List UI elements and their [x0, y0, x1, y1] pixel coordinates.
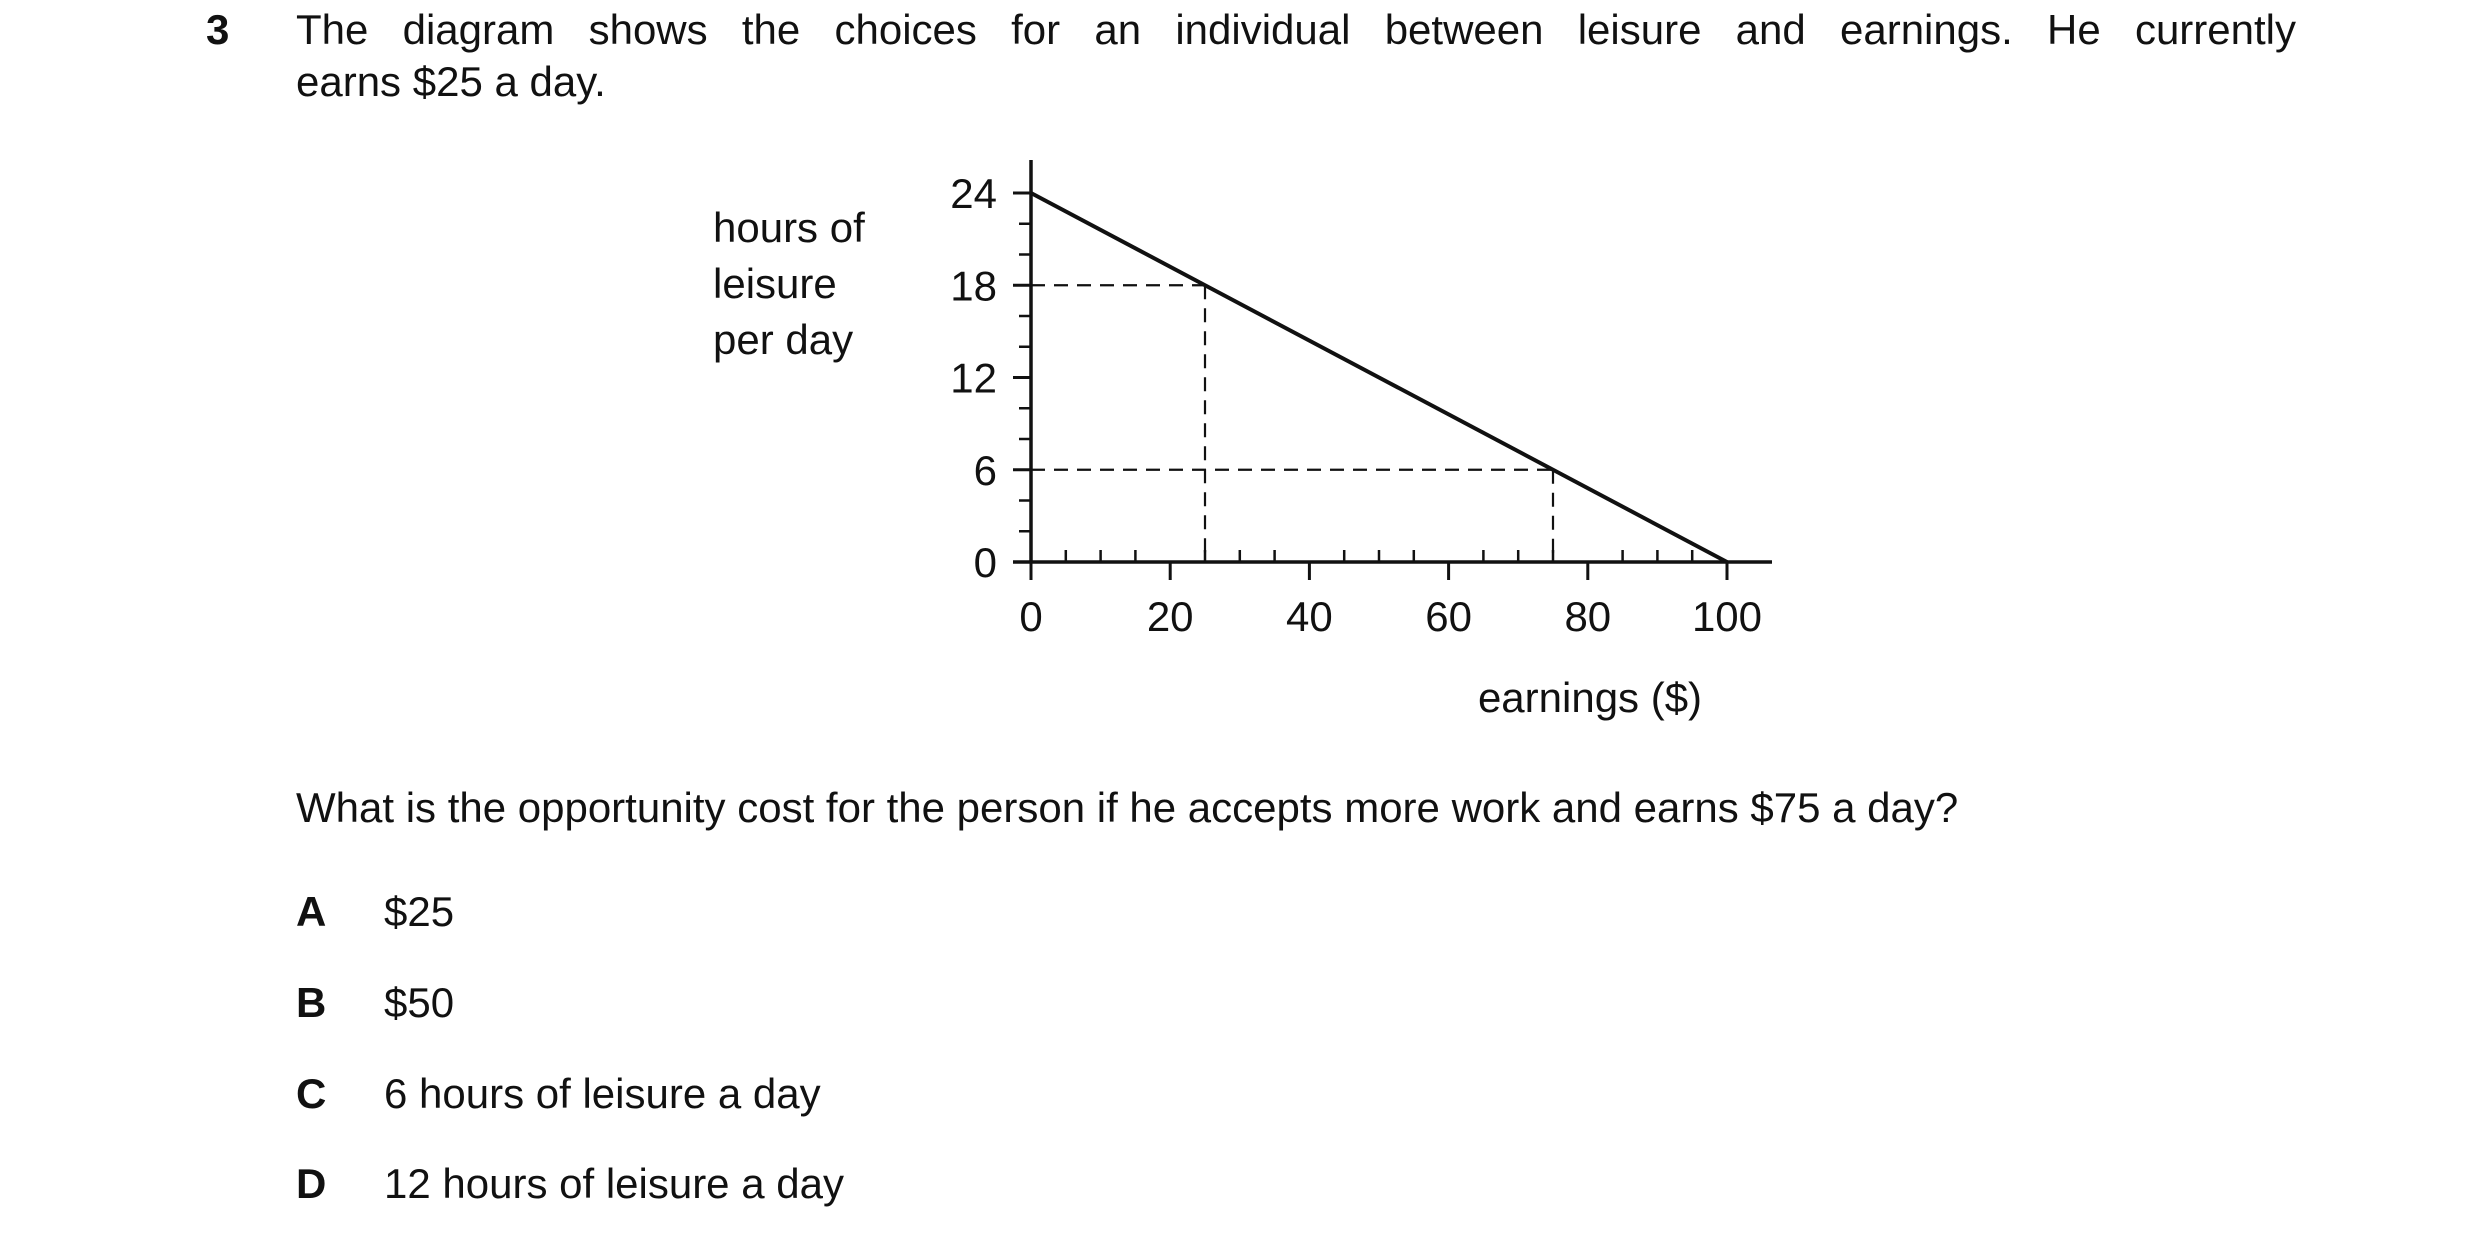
y-tick-label: 24	[950, 170, 997, 217]
chart-ticks	[1013, 193, 1727, 580]
chart-axes	[1013, 160, 1772, 562]
x-axis-label: earnings ($)	[1477, 674, 1703, 721]
y-tick-label: 12	[950, 354, 997, 402]
option-b-text: $50	[384, 979, 455, 1026]
option-d-letter: D	[296, 1160, 327, 1207]
question-prompt: What is the opportunity cost for the person if he accepts more work and earns $75 a day?	[296, 784, 1959, 831]
x-tick-label: 40	[1286, 593, 1333, 640]
option-d-text: 12 hours of leisure a day	[384, 1160, 844, 1207]
budget-line	[1031, 193, 1727, 562]
chart-series	[1031, 193, 1727, 562]
option-a-letter: A	[296, 888, 327, 935]
option-d[interactable]	[296, 1158, 844, 1210]
x-tick-label: 100	[1691, 593, 1763, 640]
x-tick-label: 80	[1564, 593, 1612, 640]
stem-line-2: earns $25 a day.	[296, 58, 606, 105]
option-c-text: 6 hours of leisure a day	[384, 1070, 821, 1117]
option-c[interactable]	[296, 1068, 821, 1120]
y-axis-label-line-3: per day	[713, 316, 854, 363]
option-c-letter: C	[296, 1070, 327, 1117]
y-axis-label-line-2: leisure	[713, 260, 837, 307]
option-a[interactable]	[296, 886, 454, 938]
option-a-text: $25	[384, 888, 455, 935]
chart-tick-labels	[950, 170, 1762, 640]
x-tick-label: 0	[1019, 593, 1043, 640]
chart-reference-lines	[1031, 285, 1553, 562]
option-b[interactable]	[296, 977, 454, 1029]
y-axis-label-line-1: hours of	[713, 204, 865, 251]
y-tick-label: 18	[950, 262, 997, 310]
x-tick-label: 60	[1425, 593, 1472, 640]
x-tick-label: 20	[1146, 593, 1194, 640]
y-tick-label: 6	[973, 446, 997, 494]
option-b-letter: B	[296, 979, 327, 1026]
y-tick-label: 0	[973, 539, 997, 586]
stem-line-1: The diagram shows the choices for an individual between leisure and earnings. He currently	[296, 6, 2296, 53]
question-number: 3	[206, 6, 230, 53]
